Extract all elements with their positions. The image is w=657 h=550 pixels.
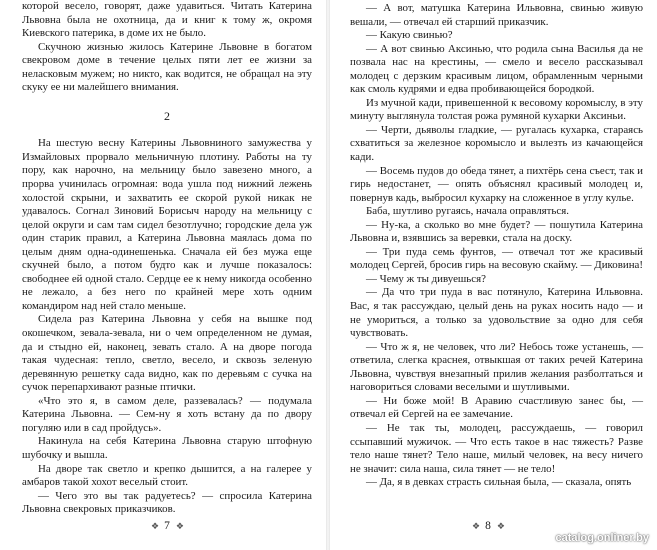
paragraph: — А вот, матушка Катерина Ильвовна, свинью живую вешали, — отвечал ей старший приказчик. — [350, 2, 643, 28]
watermark: catalog.onliner.by — [555, 532, 649, 544]
left-page — [0, 0, 326, 550]
paragraph: Накинула на себя Катерина Львовна старую штофную шубочку и вышла. — [22, 435, 312, 461]
paragraph: — Чего это вы так радуетесь? — спросила Катерина Львовна свекровых приказчиков. — [22, 489, 312, 516]
page-number: 8 — [485, 520, 491, 532]
paragraph: На шестую весну Катерины Львовниного замужества у Измайловых прорвало мельничную плотину. Работы на ту пору, как нарочно, на мельницу было завезено много, а прорва учинилась огромная: вода ушла под нижний лежень холостой скрыни, и захватить ее скорой рукой никак не удавалось. Согнал Зиновий Борисыч народу на мельницу с целой округи и сам там сидел безотлучно; городские дела уж один старик правил, а Катерина Львовна маялась дома по целым дням одна-одинешенька. Сначала ей без мужа еще скучней было, а потом будто как и лучше показалось: свободнее ей одной стало. Сердце ее к нему никогда особенно не лежало, а без него по крайней мере хоть одним командиром над ней стало меньше. — [22, 137, 312, 312]
paragraph: — Какую свинью? — [366, 29, 453, 42]
paragraph: Сидела раз Катерина Львовна у себя на вышке под окошечком, зевала-зевала, ни о чем определенном не думая, да и стыдно ей, наконец, зевать стало. А на дворе погода такая чудесная: тепло, светло, весело, и сквозь зеленую деревянную решетку сада видно, как по деревьям с сучка на сучок перепархивают разные птички. — [22, 313, 312, 394]
paragraph: которой весело, говорят, даже удавиться. Читать Катерина Львовна была не охотница, да и книг к тому ж, окромя Киевского патерика, в доме их не было. — [22, 0, 312, 40]
ornament-icon: ❖ — [175, 520, 183, 531]
left-paragraphs-after — [22, 137, 312, 516]
paragraph: — Ну-ка, а сколько во мне будет? — пошутила Катерина Львовна и, взявшись за веревки, стала на доску. — [350, 218, 643, 245]
paragraph: Баба, шутливо ругаясь, начала оправляться. — [366, 205, 569, 218]
left-page-folio — [107, 520, 227, 532]
paragraph: — Три пуда семь фунтов, — отвечал тот же красивый молодец Сергей, бросив гирь на весовую скайму. — Диковина! — [350, 245, 643, 272]
paragraph: — А вот свинью Аксинью, что родила сына Василья да не позвала нас на крестины, — смело и весело рассказывал молодец с дерзким красивым лицом, обрамленным черными как смоль кудрями и едва пробивающейся бородкой. — [350, 42, 643, 96]
right-page-folio — [428, 520, 548, 532]
paragraph: — Да что три пуда в вас потянуло, Катерина Ильвовна. Вас, я так рассуждаю, целый день на руках носить надо — и не умориться, а только за удовольствие за одно для себя чувствовать. — [350, 286, 643, 340]
paragraph: — Восемь пудов до обеда тянет, а пихтёрь сена съест, так и гирь недостанет, — опять объяснял красивый молодец и, повернув кадь, выбросил кухарку на сложенное в углу кулье. — [350, 164, 643, 204]
ornament-icon: ❖ — [496, 520, 504, 531]
paragraph: — Да, я в девках страсть сильная была, — сказала, опять — [366, 476, 632, 489]
paragraph: — Ни боже мой! В Аравию счастливую занес бы, — отвечал ей Сергей на ее замечание. — [350, 394, 643, 421]
left-page-text — [22, 0, 312, 517]
ornament-icon: ❖ — [472, 520, 480, 531]
ornament-icon: ❖ — [151, 520, 159, 531]
right-page — [330, 0, 657, 550]
paragraph: — Чему ж ты дивуешься? — [366, 272, 486, 285]
paragraph: На дворе так светло и крепко дышится, а на галерее у амбаров такой хохот веселый стоит. — [22, 462, 312, 489]
paragraph: — Что ж я, не человек, что ли? Небось тоже устанешь, — ответила, слегка краснея, отвыкшая от таких речей Катерина Львовна, чувствуя внезапный прилив желания разболтаться и наговориться словами веселыми и шутливыми. — [350, 340, 643, 394]
page-number: 7 — [164, 520, 170, 532]
paragraph: «Что это я, в самом деле, раззевалась? — подумала Катерина Львовна. — Сем-ну я хоть встану да по двору погуляю или в сад пройдусь». — [22, 394, 312, 434]
paragraph: — Не так ты, молодец, рассуждаешь, — говорил ссыпавший мужичок. — Что есть такое в нас тяжесть? Разве тело наше тянет? Тело наше, милый человек, на весу ничего не значит: сила наша, сила тянет — не тело! — [350, 421, 643, 475]
left-paragraphs-before — [22, 0, 312, 95]
right-paragraphs — [350, 2, 643, 490]
right-page-text — [350, 2, 643, 490]
paragraph: Из мучной кади, привешенной к весовому коромыслу, в эту минуту выглянула толстая рожа румяной кухарки Аксиньи. — [350, 96, 643, 123]
paragraph: — Черти, дьяволы гладкие, — ругалась кухарка, стараясь схватиться за железное коромысло и вылезть из качающейся кади. — [350, 123, 643, 164]
paragraph: Скучною жизнью жилось Катерине Львовне в богатом свекровом доме в течение целых пяти лет ее жизни за неласковым мужем; но никто, как водится, не обращал на эту скуку ее ни малейшего внимания. — [22, 40, 312, 94]
chapter-number: 2 — [164, 108, 170, 123]
